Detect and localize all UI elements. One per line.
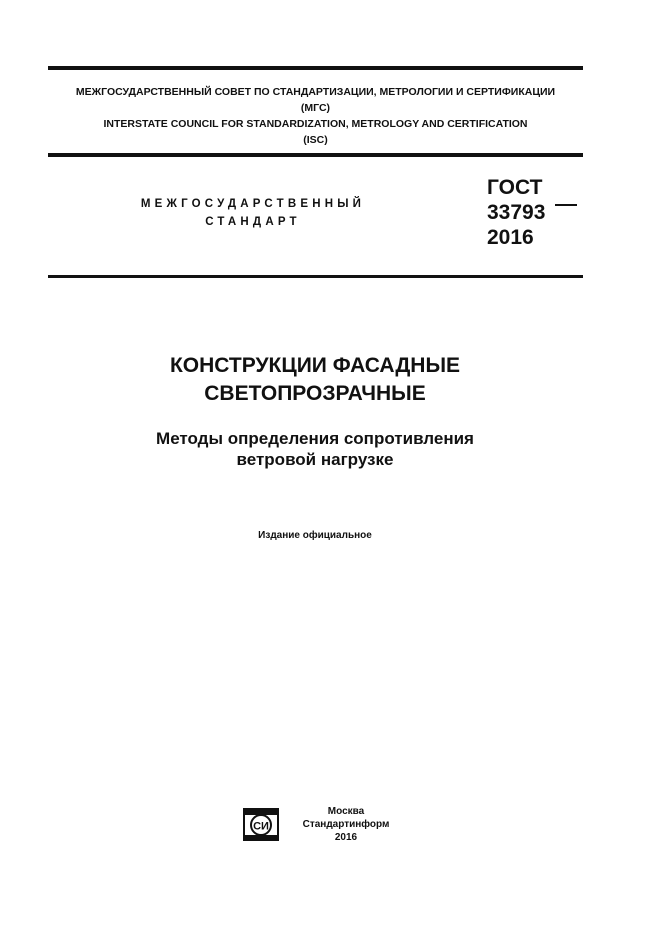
council-abbr-ru: (МГС) (300, 102, 331, 114)
gost-number: 33793 (487, 201, 546, 224)
subtitle-line1: Методы определения сопротивления (156, 429, 474, 448)
subtitle-line2: ветровой нагрузке (236, 450, 394, 469)
council-header (48, 84, 583, 148)
imprint-publisher: Стандартинформ (302, 819, 390, 830)
logo-graphic (241, 805, 283, 843)
council-abbr-en: (ISC) (303, 134, 328, 146)
gost-year: 2016 (487, 226, 534, 249)
gost-designation (487, 175, 545, 250)
gost-number-line (487, 200, 545, 225)
top-rule (48, 66, 583, 70)
standartinform-logo-icon (241, 805, 283, 843)
council-name-en: INTERSTATE COUNCIL FOR STANDARDIZATION, METROLOGY AND CERTIFICATION (103, 118, 528, 130)
imprint-year: 2016 (334, 832, 358, 843)
publisher-imprint (296, 805, 396, 844)
standard-type-line2: СТАНДАРТ (205, 216, 301, 228)
standard-type-label (118, 195, 388, 231)
title-line1: КОНСТРУКЦИИ ФАСАДНЫЕ (169, 354, 461, 377)
logo-letters: СИ (253, 820, 269, 833)
standard-type-line1: МЕЖГОСУДАРСТВЕННЫЙ (140, 198, 366, 210)
document-title (60, 352, 570, 408)
title-line2: СВЕТОПРОЗРАЧНЫЕ (204, 382, 426, 405)
designation-bottom-rule (48, 275, 583, 278)
edition-note: Издание официальное (258, 530, 372, 541)
header-bottom-rule (48, 153, 583, 157)
gost-label: ГОСТ (487, 176, 543, 199)
council-name-ru: МЕЖГОСУДАРСТВЕННЫЙ СОВЕТ ПО СТАНДАРТИЗАЦИИ, МЕТРОЛОГИИ И СЕРТИФИКАЦИИ (75, 86, 556, 98)
document-subtitle (60, 428, 570, 470)
gost-dash (555, 204, 577, 206)
imprint-city: Москва (327, 806, 365, 817)
